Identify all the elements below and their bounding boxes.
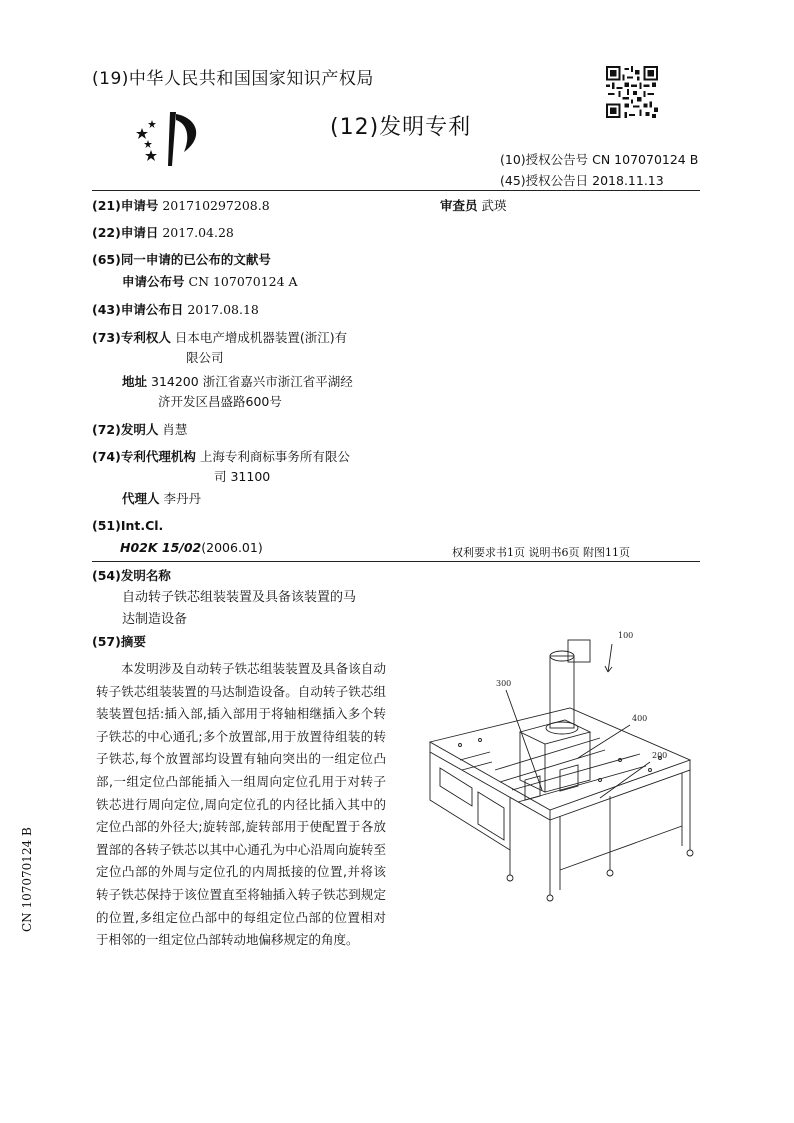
application-publication-number-label: 申请公布号	[122, 274, 185, 289]
header-divider	[92, 190, 700, 191]
document-type-title: (12)发明专利	[330, 115, 472, 140]
address-row	[122, 372, 353, 391]
prior-publication-heading	[92, 250, 271, 269]
abstract-heading	[92, 632, 146, 651]
agency-name: (19)中华人民共和国国家知识产权局	[92, 69, 374, 89]
grant-publication-date: (45)授权公告日 2018.11.13	[500, 173, 664, 188]
application-publication-number-row	[122, 272, 298, 291]
figure-label-100: 100	[618, 631, 634, 640]
application-publication-number-value: CN 107070124 A	[188, 274, 298, 289]
inventor-value: 肖慧	[162, 422, 188, 437]
machine-drawing-figure	[400, 620, 710, 920]
application-date-label: (22)申请日	[92, 225, 159, 240]
cnipa-emblem-logo	[132, 108, 212, 170]
application-date-row	[92, 223, 234, 242]
side-publication-code: CN 107070124 B	[20, 827, 34, 932]
patent-agency-value-line2: 司 31100	[214, 469, 271, 484]
application-date-value: 2017.04.28	[162, 225, 234, 240]
abstract-body	[96, 658, 386, 952]
invention-title-line1: 自动转子铁芯组装装置及具备该装置的马	[122, 590, 357, 605]
application-number-row	[92, 196, 270, 215]
figure-label-200: 200	[652, 751, 668, 760]
page-counts: 权利要求书1页 说明书6页 附图11页	[452, 546, 630, 559]
abstract-label: (57)摘要	[92, 634, 146, 649]
ipc-classification	[120, 540, 263, 555]
address-value-line1: 314200 浙江省嘉兴市浙江省平湖经	[151, 374, 353, 389]
patent-agency-value-line1: 上海专利商标事务所有限公	[199, 449, 350, 464]
application-number-value: 201710297208.8	[162, 198, 270, 213]
ipc-code: H02K 15/02	[120, 540, 202, 555]
ipc-label: (51)Int.Cl.	[92, 518, 164, 533]
examiner-row	[440, 196, 507, 215]
patentee-value-line2: 限公司	[186, 350, 224, 365]
agent-row	[122, 489, 201, 508]
biblio-divider	[92, 561, 700, 562]
application-publication-date-value: 2017.08.18	[187, 302, 259, 317]
grant-publication-number: (10)授权公告号 CN 107070124 B	[500, 152, 699, 167]
invention-title-heading	[92, 566, 171, 585]
examiner-label: 审查员	[440, 198, 478, 213]
inventor-row	[92, 420, 187, 439]
application-number-label: (21)申请号	[92, 198, 159, 213]
figure-label-400: 400	[632, 714, 648, 723]
patentee-label: (73)专利权人	[92, 330, 171, 345]
application-publication-date-label: (43)申请公布日	[92, 302, 184, 317]
patent-agency-row	[92, 447, 350, 466]
ipc-heading	[92, 516, 163, 535]
ipc-year: (2006.01)	[201, 540, 263, 555]
patentee-value-line1: 日本电产增成机器装置(浙江)有	[174, 330, 348, 345]
patent-agency-label: (74)专利代理机构	[92, 449, 196, 464]
prior-publication-label: (65)同一申请的已公布的文献号	[92, 252, 271, 267]
address-label: 地址	[122, 374, 148, 389]
agent-value: 李丹丹	[163, 491, 202, 506]
application-publication-date-row	[92, 300, 259, 319]
qr-code-icon	[606, 66, 658, 118]
address-value-line2: 济开发区昌盛路600号	[158, 394, 282, 409]
invention-title-line2: 达制造设备	[122, 612, 188, 627]
invention-title-label: (54)发明名称	[92, 568, 171, 583]
agent-label: 代理人	[122, 491, 160, 506]
abstract-text: 本发明涉及自动转子铁芯组装装置及具备该自动转子铁芯组装装置的马达制造设备。自动转子铁芯组装装置包括:插入部,插入部用于将轴相继插入多个转子铁芯的中心通孔;多个放置部,用于放置待组装的转子铁芯,每个放置部均设置有轴向突出的一组定位凸部,一组定位凸部能插入一组周向定位孔用于对转子铁芯进行周向定位,周向定位孔的内径比插入其中的定位凸部的外径大;旋转部,旋转部用于使配置于各放置部的各转子铁芯以其中心通孔为中心沿周向旋转至定位凸部的外周与定位孔的内周抵接的位置,并将该转子铁芯保持于该位置直至将轴插入转子铁芯到规定的位置,多组定位凸部中的每组定位凸部的位置相对于相邻的一组定位凸部转动地偏移规定的角度。	[96, 661, 386, 948]
examiner-value: 武瑛	[481, 198, 507, 213]
patentee-row	[92, 328, 347, 347]
figure-label-300: 300	[496, 679, 512, 688]
inventor-label: (72)发明人	[92, 422, 159, 437]
